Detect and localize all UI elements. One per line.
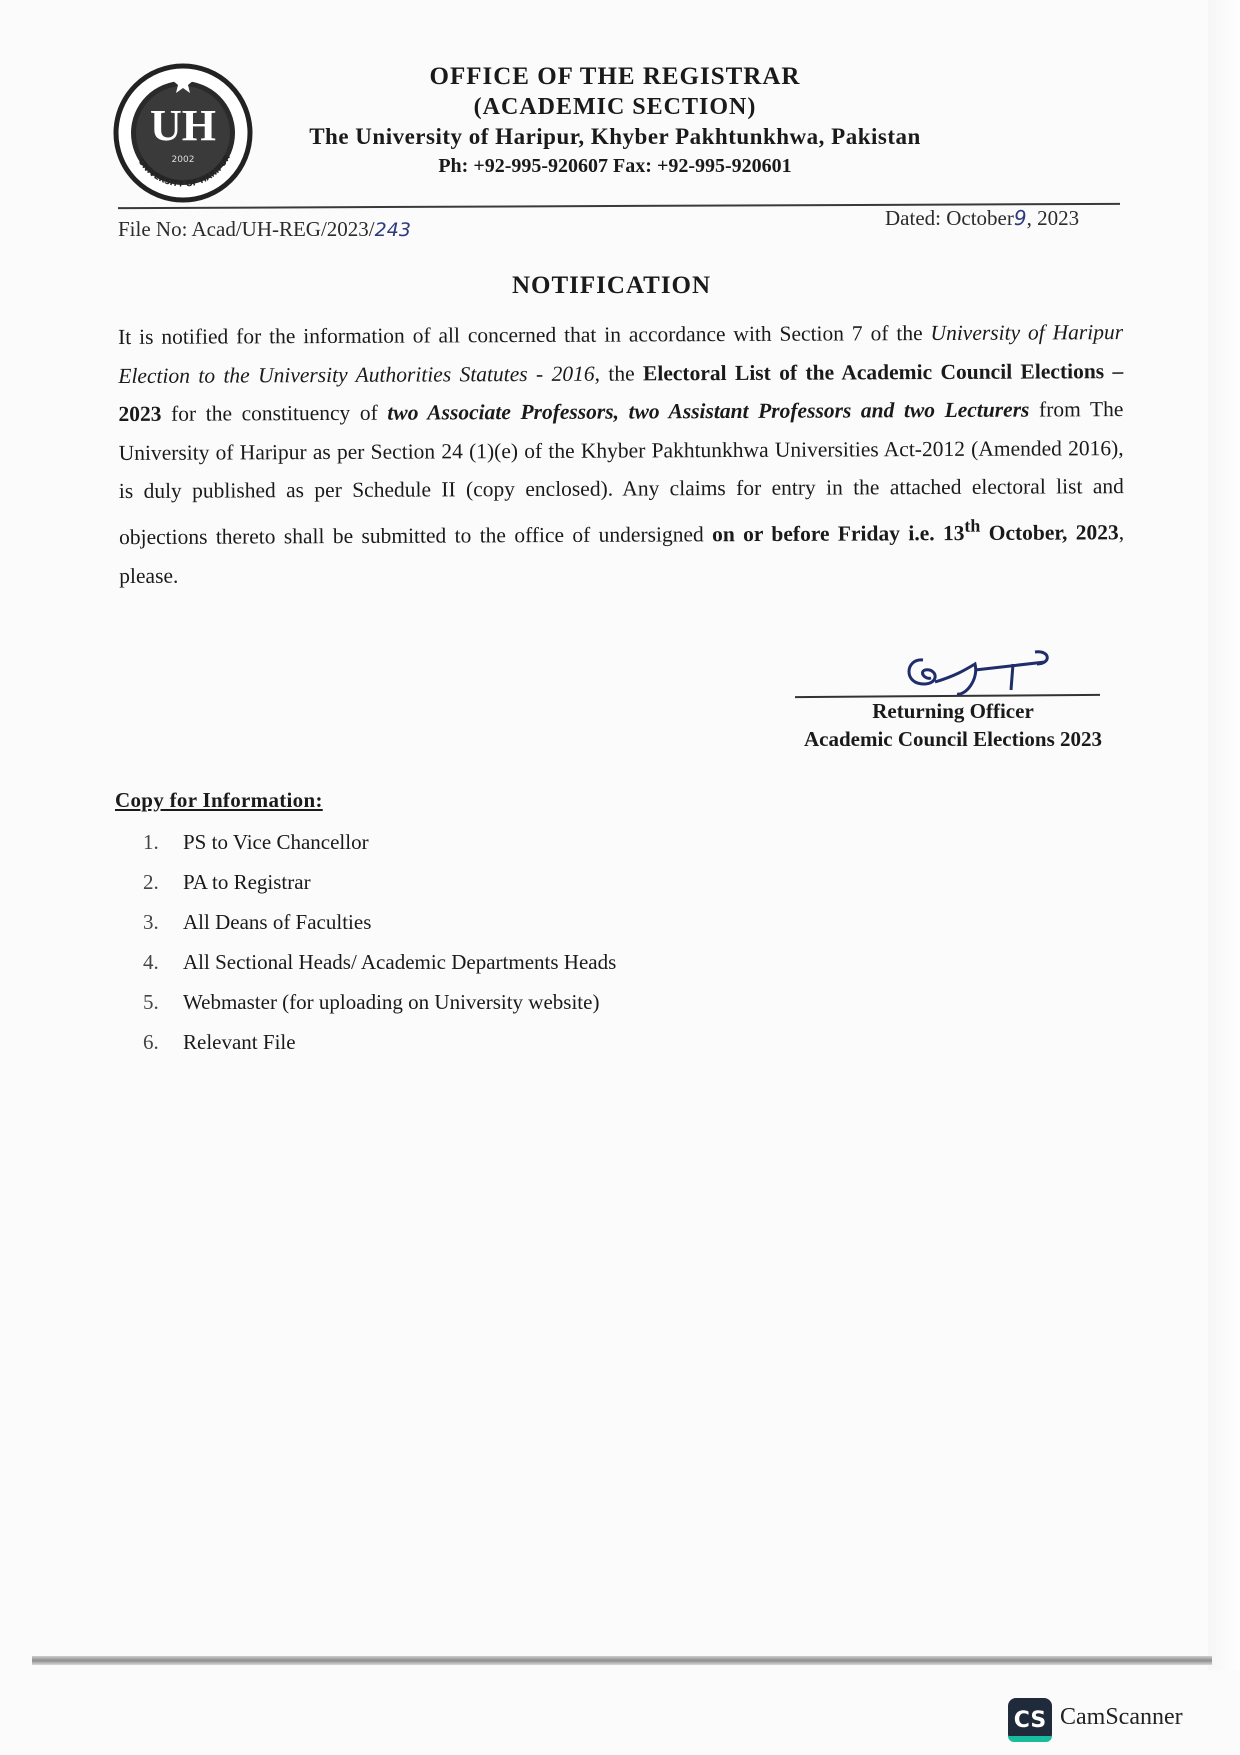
- section-title: (ACADEMIC SECTION): [473, 94, 757, 120]
- signatory-role: Returning Officer: [872, 699, 1034, 723]
- copy-heading: Copy for Information:: [115, 788, 323, 812]
- list-item: 1. PS to Vice Chancellor: [143, 830, 369, 854]
- file-number: File No: Acad/UH-REG/2023/243: [118, 217, 411, 241]
- svg-text:UH: UH: [150, 101, 216, 150]
- page-edge-shadow: [1208, 0, 1240, 1670]
- date-line: Dated: October9, 2023: [885, 206, 1080, 230]
- copy-list: [143, 822, 616, 1062]
- notification-body: It is notified for the information of all concerned that in accordance with Section 7 of the University of Haripur Election to the University Authorities Statutes - 2016, the Electoral List of the Academic Council Elections – 2023 for the constituency of two Associate Professors, two Assistant Professors and two Lecturers from The University of Haripur as per Section 24 (1)(e) of the Khyber Pakhtunkhwa Universities Act-2012 (Amended 2016), is duly published as per Schedule II (copy enclosed). Any claims for entry in the attached electoral list and objections thereto shall be submitted to the office of undersigned on or before Friday i.e. 13th October, 2023, please.: [118, 320, 1125, 588]
- letterhead: [250, 62, 980, 180]
- camscanner-logo-icon: CS: [1008, 1698, 1052, 1742]
- office-title: OFFICE OF THE REGISTRAR: [429, 63, 801, 90]
- svg-text:2002: 2002: [171, 155, 195, 165]
- list-item: 5. Webmaster (for uploading on University website): [143, 990, 600, 1014]
- notification-title: NOTIFICATION: [512, 272, 712, 299]
- svg-text:UNIVERSITY OF HARIPUR: UNIVERSITY OF HARIPUR: [136, 153, 232, 189]
- contact-line: Ph: +92-995-920607 Fax: +92-995-920601: [438, 155, 792, 177]
- list-item: 3. All Deans of Faculties: [143, 910, 372, 934]
- list-item: 4. All Sectional Heads/ Academic Departments Heads: [143, 950, 617, 974]
- signatory-body: Academic Council Elections 2023: [803, 727, 1103, 751]
- list-item: 2. PA to Registrar: [143, 870, 311, 894]
- handwritten-day: 9: [1013, 206, 1027, 230]
- list-item: 6. Relevant File: [143, 1030, 296, 1054]
- university-name: The University of Haripur, Khyber Pakhtunkhwa, Pakistan: [309, 124, 921, 149]
- camscanner-label: CamScanner: [1060, 1704, 1183, 1730]
- handwritten-signature: [895, 640, 1065, 698]
- handwritten-file-number: 243: [374, 219, 411, 241]
- scan-edge-band: [32, 1656, 1212, 1665]
- university-logo: [112, 62, 254, 204]
- signatory-block: [773, 697, 1133, 753]
